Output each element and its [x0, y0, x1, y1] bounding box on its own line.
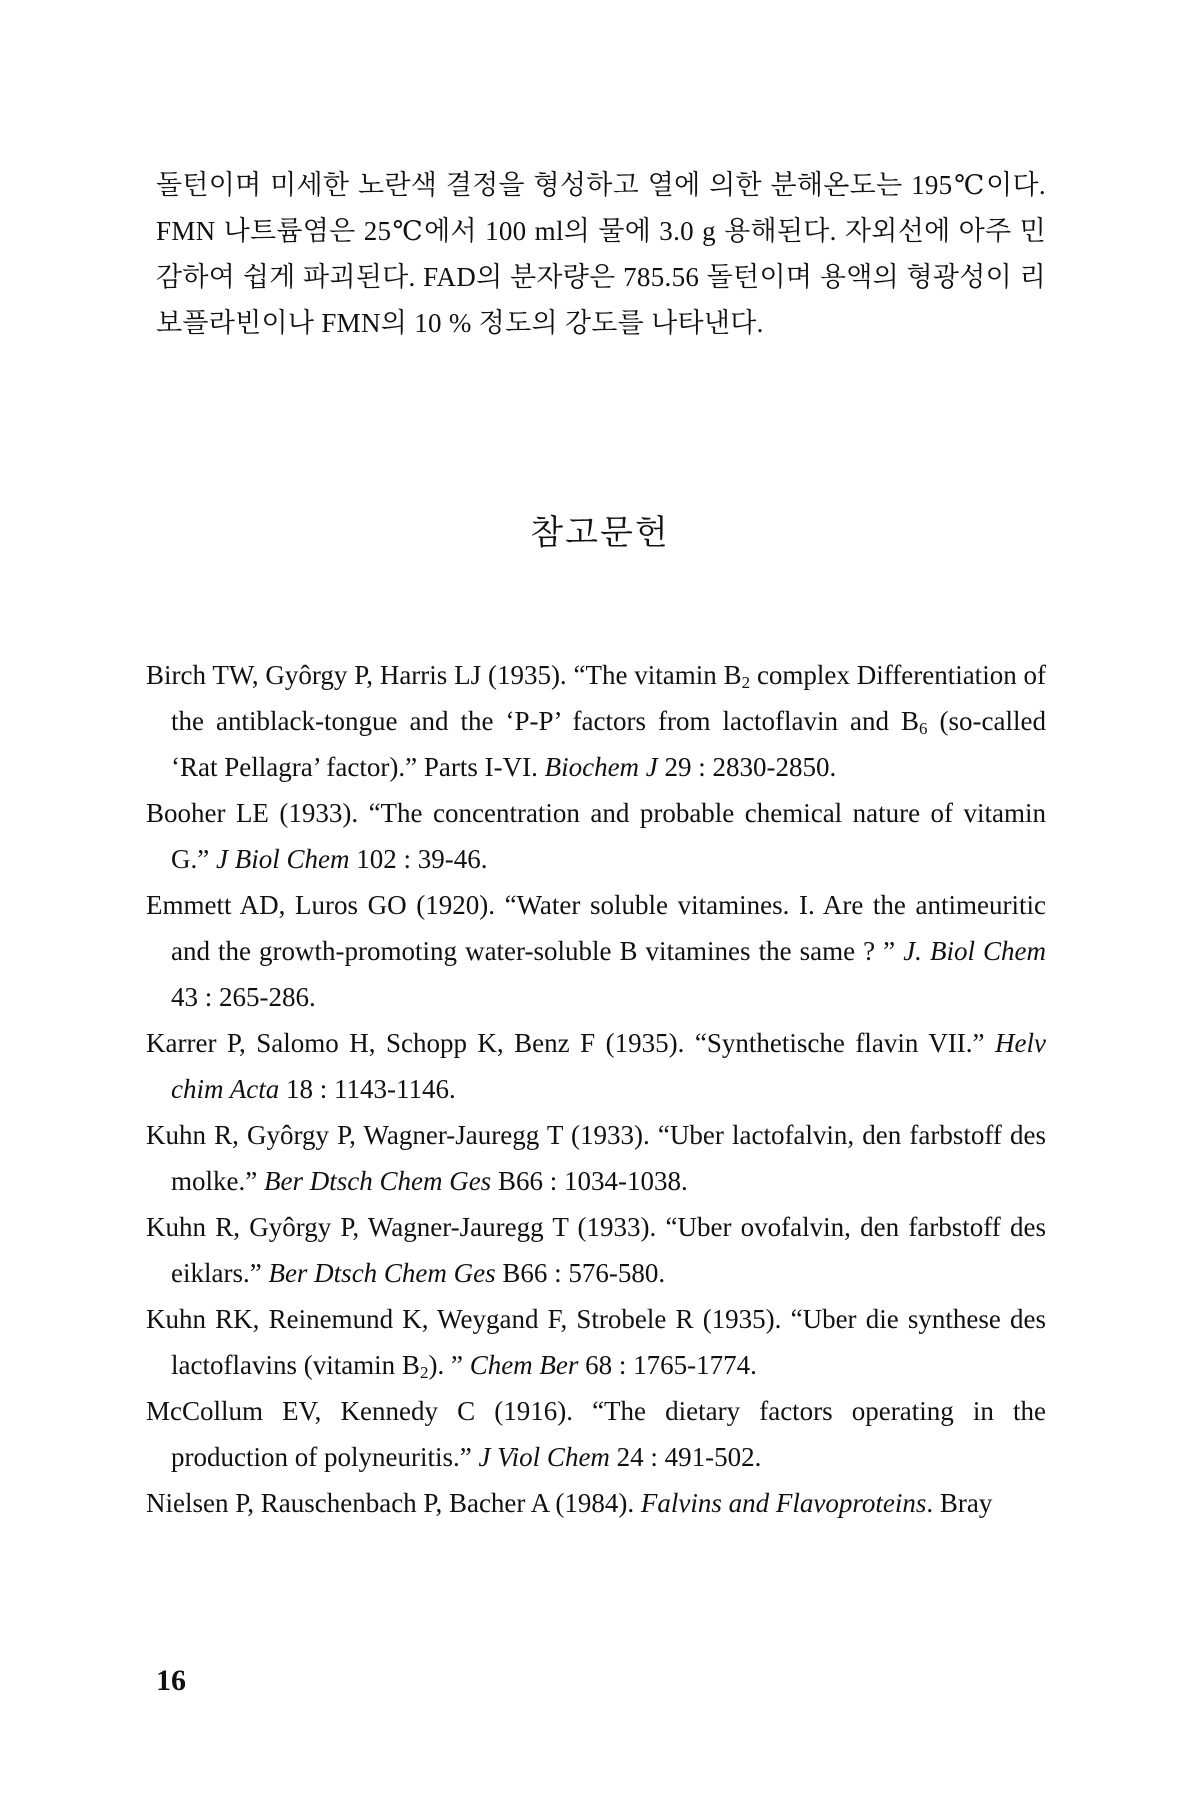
reference-citation: . Bray [926, 1488, 993, 1518]
reference-text: Karrer P, Salomo H, Schopp K, Benz F (1935). “Synthetische flavin VII.” [146, 1028, 996, 1058]
journal-name: J Biol Chem [215, 844, 350, 874]
reference-item [146, 1388, 1046, 1480]
reference-text: Nielsen P, Rauschenbach P, Bacher A (1984). [146, 1488, 641, 1518]
reference-item [146, 1112, 1046, 1204]
reference-text: (so-called ‘Rat Pellagra’ factor).” Parts I-VI. [171, 706, 1046, 782]
reference-citation: 43 : 265-286. [171, 982, 316, 1012]
reference-citation: B66 : 1034-1038. [491, 1166, 688, 1196]
reference-list [146, 652, 1046, 1526]
reference-item [146, 882, 1046, 1020]
reference-item [146, 1204, 1046, 1296]
reference-item [146, 790, 1046, 882]
reference-text: Birch TW, Gyôrgy P, Harris LJ (1935). “The vitamin B [146, 660, 742, 690]
journal-name: Helv chim Acta [171, 1028, 1046, 1104]
reference-citation: 68 : 1765-1774. [578, 1350, 757, 1380]
reference-citation: 18 : 1143-1146. [279, 1074, 456, 1104]
page-number: 16 [156, 1664, 186, 1697]
reference-text: Kuhn R, Gyôrgy P, Wagner-Jauregg T (1933). “Uber lactofalvin, den farbstoff des molke.” [146, 1120, 1046, 1196]
subscript: 6 [919, 719, 928, 738]
reference-item [146, 1296, 1046, 1388]
intro-paragraph: 돌턴이며 미세한 노란색 결정을 형성하고 열에 의한 분해온도는 195℃이다. FMN 나트륨염은 25℃에서 100 ml의 물에 3.0 g 용해된다. 자외선에 아주 민감하여 쉽게 파괴된다. FAD의 분자량은 785.56 돌턴이며 용액의 형광성이 리보플라빈이나 FMN의 10 % 정도의 강도를 나타낸다. [156, 170, 1046, 338]
reference-item [146, 652, 1046, 790]
journal-name: Falvins and Flavoproteins [640, 1488, 927, 1518]
reference-text: Kuhn RK, Reinemund K, Weygand F, Strobele R (1935). “Uber die synthese des lactoflavins (vitamin B [146, 1304, 1046, 1380]
journal-name: J. Biol Chem [903, 936, 1046, 966]
reference-text: McCollum EV, Kennedy C (1916). “The dietary factors operating in the production of polyneuritis.” [146, 1396, 1046, 1472]
reference-text: Kuhn R, Gyôrgy P, Wagner-Jauregg T (1933). “Uber ovofalvin, den farbstoff des eiklars.” [146, 1212, 1046, 1288]
reference-citation: 29 : 2830-2850. [657, 752, 837, 782]
journal-name: Ber Dtsch Chem Ges [263, 1166, 492, 1196]
journal-name: Ber Dtsch Chem Ges [268, 1258, 496, 1288]
reference-citation: 24 : 491-502. [609, 1442, 762, 1472]
reference-item [146, 1480, 1046, 1526]
reference-text: complex Differentiation of the antiblack-tongue and the ‘P-P’ factors from lactoflavin and B [171, 660, 1047, 736]
reference-citation: 102 : 39-46. [349, 844, 488, 874]
journal-name: Chem Ber [469, 1350, 579, 1380]
reference-item [146, 1020, 1046, 1112]
subscript: 2 [741, 673, 751, 692]
journal-name: J Viol Chem [478, 1442, 610, 1472]
section-title: 참고문헌 [530, 515, 670, 552]
subscript: 2 [419, 1363, 429, 1382]
reference-text: ). ” [428, 1350, 470, 1380]
reference-text: Booher LE (1933). “The concentration and probable chemical nature of vitamin G.” [146, 798, 1046, 874]
reference-text: Emmett AD, Luros GO (1920). “Water soluble vitamines. I. Are the antimeuritic and the growth-promoting water-soluble B vitamines the same ? ” [146, 890, 1046, 966]
reference-citation: B66 : 576-580. [495, 1258, 666, 1288]
journal-name: Biochem J [544, 752, 658, 782]
